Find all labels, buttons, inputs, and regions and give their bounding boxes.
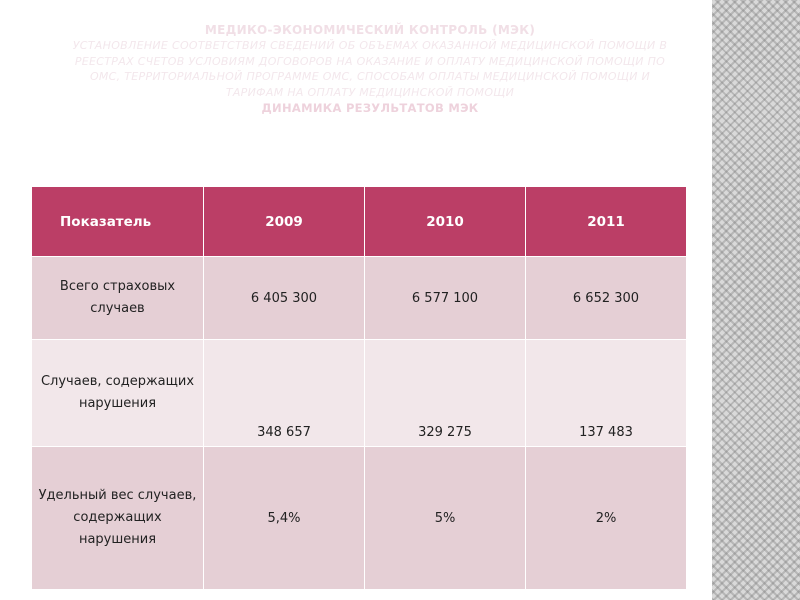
table-cell: 6 577 100: [365, 257, 526, 340]
row-label-violation-share: Удельный вес случаев, содержащих нарушения: [32, 447, 204, 590]
row-label-total-cases: Всего страховых случаев: [32, 257, 204, 340]
table-row: [32, 447, 687, 590]
results-table: [32, 187, 687, 590]
table-cell: 329 275: [365, 340, 526, 447]
slide-title-block: [60, 22, 680, 116]
table-cell: 6 652 300: [526, 257, 687, 340]
table-cell: 2%: [526, 447, 687, 590]
table-row: [32, 257, 687, 340]
decorative-side-strip: [712, 0, 800, 600]
slide-subtitle: УСТАНОВЛЕНИЕ СООТВЕТСТВИЯ СВЕДЕНИЙ ОБ ОБЪЕМАХ ОКАЗАННОЙ МЕДИЦИНСКОЙ ПОМОЩИ В РЕЕСТРАХ СЧЕТОВ УСЛОВИЯМ ДОГОВОРОВ НА ОКАЗАНИЕ И ОПЛАТУ МЕДИЦИНСКОЙ ПОМОЩИ ПО ОМС, ТЕРРИТОРИАЛЬНОЙ ПРОГРАММЕ ОМС, СПОСОБАМ ОПЛАТЫ МЕДИЦИНСКОЙ ПОМОЩИ И ТАРИФАМ НА ОПЛАТУ МЕДИЦИНСКОЙ ПОМОЩИ: [72, 39, 668, 99]
row-label-violation-cases: Случаев, содержащих нарушения: [32, 340, 204, 447]
table-cell: 348 657: [204, 340, 365, 447]
table-row: [32, 340, 687, 447]
slide-section-heading: ДИНАМИКА РЕЗУЛЬТАТОВ МЭК: [261, 101, 479, 115]
table-cell: 5,4%: [204, 447, 365, 590]
table-cell: 137 483: [526, 340, 687, 447]
column-header-2009: 2009: [204, 187, 365, 257]
table-cell: 5%: [365, 447, 526, 590]
table-header-row: [32, 187, 687, 257]
column-header-indicator: Показатель: [32, 187, 204, 257]
table-cell: 6 405 300: [204, 257, 365, 340]
column-header-2011: 2011: [526, 187, 687, 257]
column-header-2010: 2010: [365, 187, 526, 257]
slide-title: МЕДИКО-ЭКОНОМИЧЕСКИЙ КОНТРОЛЬ (МЭК): [204, 23, 536, 37]
